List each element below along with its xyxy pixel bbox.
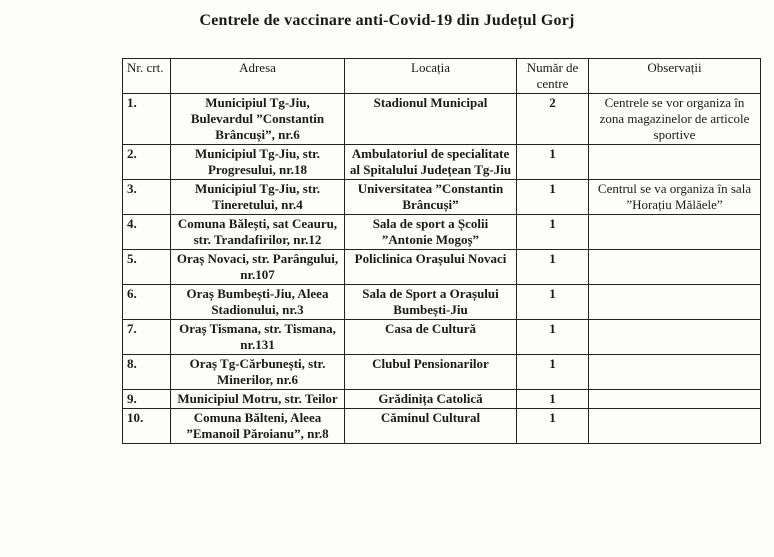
cell-observatii: Centrul se va organiza în sala ”Horațiu Mălăele” bbox=[589, 180, 761, 215]
cell-locatia: Casa de Cultură bbox=[345, 320, 517, 355]
cell-adresa: Comuna Bălești, sat Ceauru, str. Trandafirilor, nr.12 bbox=[171, 215, 345, 250]
cell-observatii bbox=[589, 320, 761, 355]
cell-nr: 7. bbox=[123, 320, 171, 355]
cell-observatii bbox=[589, 409, 761, 444]
cell-locatia: Sala de sport a Școlii ”Antonie Mogoș” bbox=[345, 215, 517, 250]
cell-locatia: Grădinița Catolică bbox=[345, 390, 517, 409]
cell-adresa: Comuna Bălteni, Aleea ”Emanoil Păroianu”, nr.8 bbox=[171, 409, 345, 444]
cell-nr: 5. bbox=[123, 250, 171, 285]
cell-numar: 1 bbox=[517, 390, 589, 409]
cell-locatia: Stadionul Municipal bbox=[345, 94, 517, 145]
cell-observatii bbox=[589, 355, 761, 390]
cell-nr: 2. bbox=[123, 145, 171, 180]
table-header-row bbox=[123, 59, 761, 94]
cell-adresa: Municipiul Motru, str. Teilor bbox=[171, 390, 345, 409]
cell-numar: 1 bbox=[517, 180, 589, 215]
table-row bbox=[123, 250, 761, 285]
cell-numar: 1 bbox=[517, 285, 589, 320]
table-row bbox=[123, 145, 761, 180]
cell-locatia: Clubul Pensionarilor bbox=[345, 355, 517, 390]
cell-observatii bbox=[589, 250, 761, 285]
cell-nr: 10. bbox=[123, 409, 171, 444]
table-row bbox=[123, 180, 761, 215]
cell-nr: 6. bbox=[123, 285, 171, 320]
cell-adresa: Municipiul Tg-Jiu, str. Tineretului, nr.4 bbox=[171, 180, 345, 215]
cell-observatii bbox=[589, 285, 761, 320]
cell-numar: 1 bbox=[517, 215, 589, 250]
cell-observatii bbox=[589, 215, 761, 250]
cell-observatii bbox=[589, 390, 761, 409]
table-row bbox=[123, 320, 761, 355]
table-row bbox=[123, 355, 761, 390]
table-row bbox=[123, 409, 761, 444]
cell-locatia: Universitatea ”Constantin Brâncuși” bbox=[345, 180, 517, 215]
table-row bbox=[123, 215, 761, 250]
cell-numar: 2 bbox=[517, 94, 589, 145]
header-nr: Nr. crt. bbox=[123, 59, 171, 94]
cell-adresa: Municipiul Tg-Jiu, Bulevardul ”Constantin Brâncuși”, nr.6 bbox=[171, 94, 345, 145]
cell-locatia: Sala de Sport a Orașului Bumbești-Jiu bbox=[345, 285, 517, 320]
header-observatii: Observații bbox=[589, 59, 761, 94]
cell-nr: 9. bbox=[123, 390, 171, 409]
cell-locatia: Căminul Cultural bbox=[345, 409, 517, 444]
cell-numar: 1 bbox=[517, 145, 589, 180]
table-row bbox=[123, 285, 761, 320]
cell-numar: 1 bbox=[517, 355, 589, 390]
header-numar: Număr de centre bbox=[517, 59, 589, 94]
cell-nr: 4. bbox=[123, 215, 171, 250]
cell-observatii bbox=[589, 145, 761, 180]
cell-numar: 1 bbox=[517, 409, 589, 444]
cell-adresa: Municipiul Tg-Jiu, str. Progresului, nr.18 bbox=[171, 145, 345, 180]
header-adresa: Adresa bbox=[171, 59, 345, 94]
cell-locatia: Policlinica Orașului Novaci bbox=[345, 250, 517, 285]
cell-adresa: Oraș Novaci, str. Parângului, nr.107 bbox=[171, 250, 345, 285]
cell-nr: 8. bbox=[123, 355, 171, 390]
table-row bbox=[123, 390, 761, 409]
cell-observatii: Centrele se vor organiza în zona magazinelor de articole sportive bbox=[589, 94, 761, 145]
document-title: Centrele de vaccinare anti-Covid-19 din Județul Gorj bbox=[199, 12, 575, 29]
cell-adresa: Oraș Tg-Cărbunești, str. Minerilor, nr.6 bbox=[171, 355, 345, 390]
cell-numar: 1 bbox=[517, 320, 589, 355]
cell-adresa: Oraș Tismana, str. Tismana, nr.131 bbox=[171, 320, 345, 355]
cell-adresa: Oraș Bumbești-Jiu, Aleea Stadionului, nr.3 bbox=[171, 285, 345, 320]
cell-nr: 3. bbox=[123, 180, 171, 215]
cell-numar: 1 bbox=[517, 250, 589, 285]
header-locatia: Locația bbox=[345, 59, 517, 94]
table-row bbox=[123, 94, 761, 145]
cell-nr: 1. bbox=[123, 94, 171, 145]
vaccination-centers-table bbox=[122, 58, 761, 444]
cell-locatia: Ambulatoriul de specialitate al Spitalului Județean Tg-Jiu bbox=[345, 145, 517, 180]
